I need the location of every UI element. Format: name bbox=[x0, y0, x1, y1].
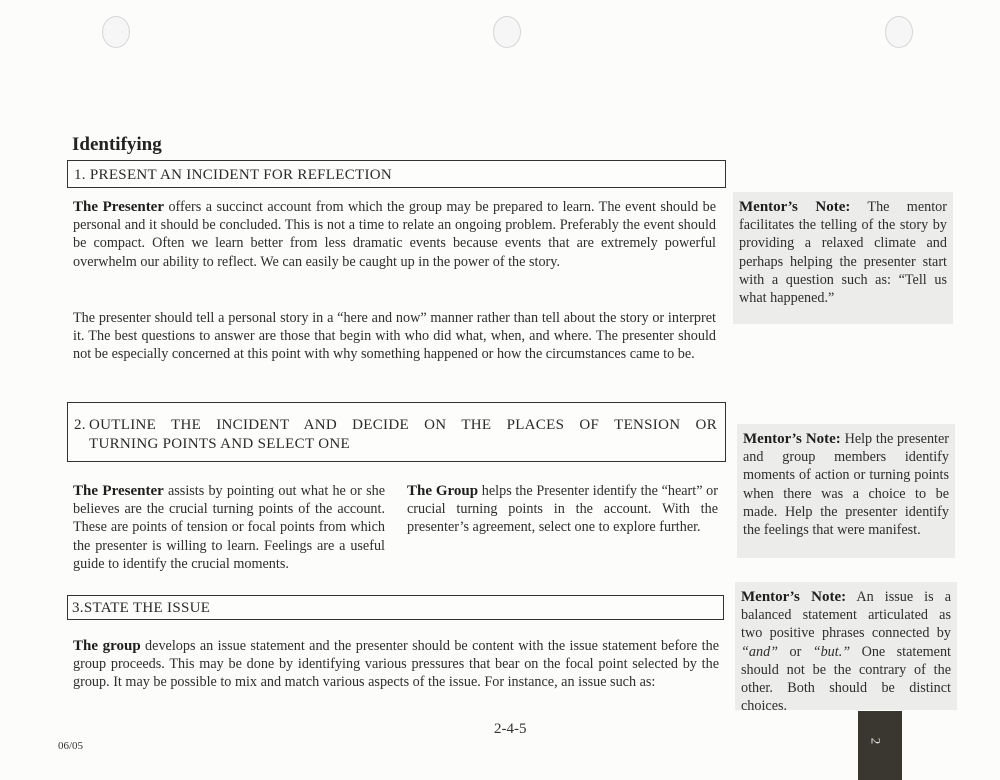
section-tab-label: 2 bbox=[868, 737, 884, 745]
paragraph-presenter-account: The Presenter offers a succinct account from which the group may be prepared to learn. The event should be personal and it should be concluded. This is not a time to relate an ongoing problem. Preferably the event should be compact. Often we learn better from less dramatic events because events that are extremely powerful overwhelm our ability to reflect. We can easily be caught up in the power of the story. bbox=[73, 199, 716, 270]
step-1-box bbox=[67, 160, 726, 188]
mentor-note-label: Mentor’s Note: bbox=[741, 589, 847, 605]
mentor-note-1: Mentor’s Note: The mentor facilitates the telling of the story by providing a relaxed climate and perhaps helping the presenter start with a question such as: “Tell us what happened.” bbox=[733, 192, 953, 324]
mentor-note-label: Mentor’s Note: bbox=[743, 431, 841, 447]
binder-hole-center bbox=[493, 16, 521, 48]
mentor-note-2: Mentor’s Note: Help the presenter and group members identify moments of action or turning points when there was a choice to be made. Help the presenter identify the feelings that were manifest. bbox=[737, 424, 955, 558]
paragraph-lead: The Presenter bbox=[73, 199, 165, 215]
paragraph-presenter-turning-points: The Presenter assists by pointing out what he or she believes are the crucial turning points of the account. These are points of tension or focal points from which the presenter is willing to learn. Feelings are a useful guide to identify the crucial moments. bbox=[73, 483, 385, 572]
step-2-number: 2. bbox=[74, 417, 86, 433]
step-2-title-line2: TURNING POINTS AND SELECT ONE bbox=[89, 436, 350, 452]
section-tab[interactable] bbox=[858, 711, 902, 780]
mentor-note-3: Mentor’s Note: An issue is a balanced statement articulated as two positive phrases connected by “and” or “but.” One statement should not be the contrary of the other. Both should be distinct choices. bbox=[735, 582, 957, 710]
paragraph-lead: The group bbox=[73, 638, 141, 654]
revision-date: 06/05 bbox=[58, 740, 84, 752]
section-heading: Identifying bbox=[72, 134, 162, 155]
step-1-title: 1. PRESENT AN INCIDENT FOR REFLECTION bbox=[74, 167, 393, 183]
binder-hole-left bbox=[102, 16, 130, 48]
step-2-box bbox=[67, 402, 726, 462]
paragraph-issue-statement: The group develops an issue statement and the presenter should be content with the issue statement before the group proceeds. This may be done by identifying various pressures that bear on the focal point selected by the group. It may be possible to mix and match various aspects of the issue. For instance, an issue such as: bbox=[73, 638, 719, 691]
paragraph-lead: The Presenter bbox=[73, 483, 164, 499]
page-number: 2-4-5 bbox=[494, 721, 527, 737]
mentor-note-label: Mentor’s Note: bbox=[739, 199, 851, 215]
paragraph-lead: The Group bbox=[407, 483, 479, 499]
step-3-box bbox=[67, 595, 724, 620]
paragraph-group-turning-points: The Group helps the Presenter identify the “heart” or crucial turning points in the account. With the presenter’s agreement, select one to explore further. bbox=[407, 483, 718, 536]
paragraph-here-and-now: The presenter should tell a personal story in a “here and now” manner rather than tell about the story or interpret it. The best questions to answer are those that begin with who did what, when, and where. The presenter should not be especially concerned at this point with why something happened or how the circumstances came to be. bbox=[73, 310, 716, 363]
step-2-title-line1: OUTLINE THE INCIDENT AND DECIDE ON THE PLACES OF TENSION OR bbox=[89, 417, 717, 433]
step-3-title: 3.STATE THE ISSUE bbox=[72, 600, 211, 616]
binder-hole-right bbox=[885, 16, 913, 48]
